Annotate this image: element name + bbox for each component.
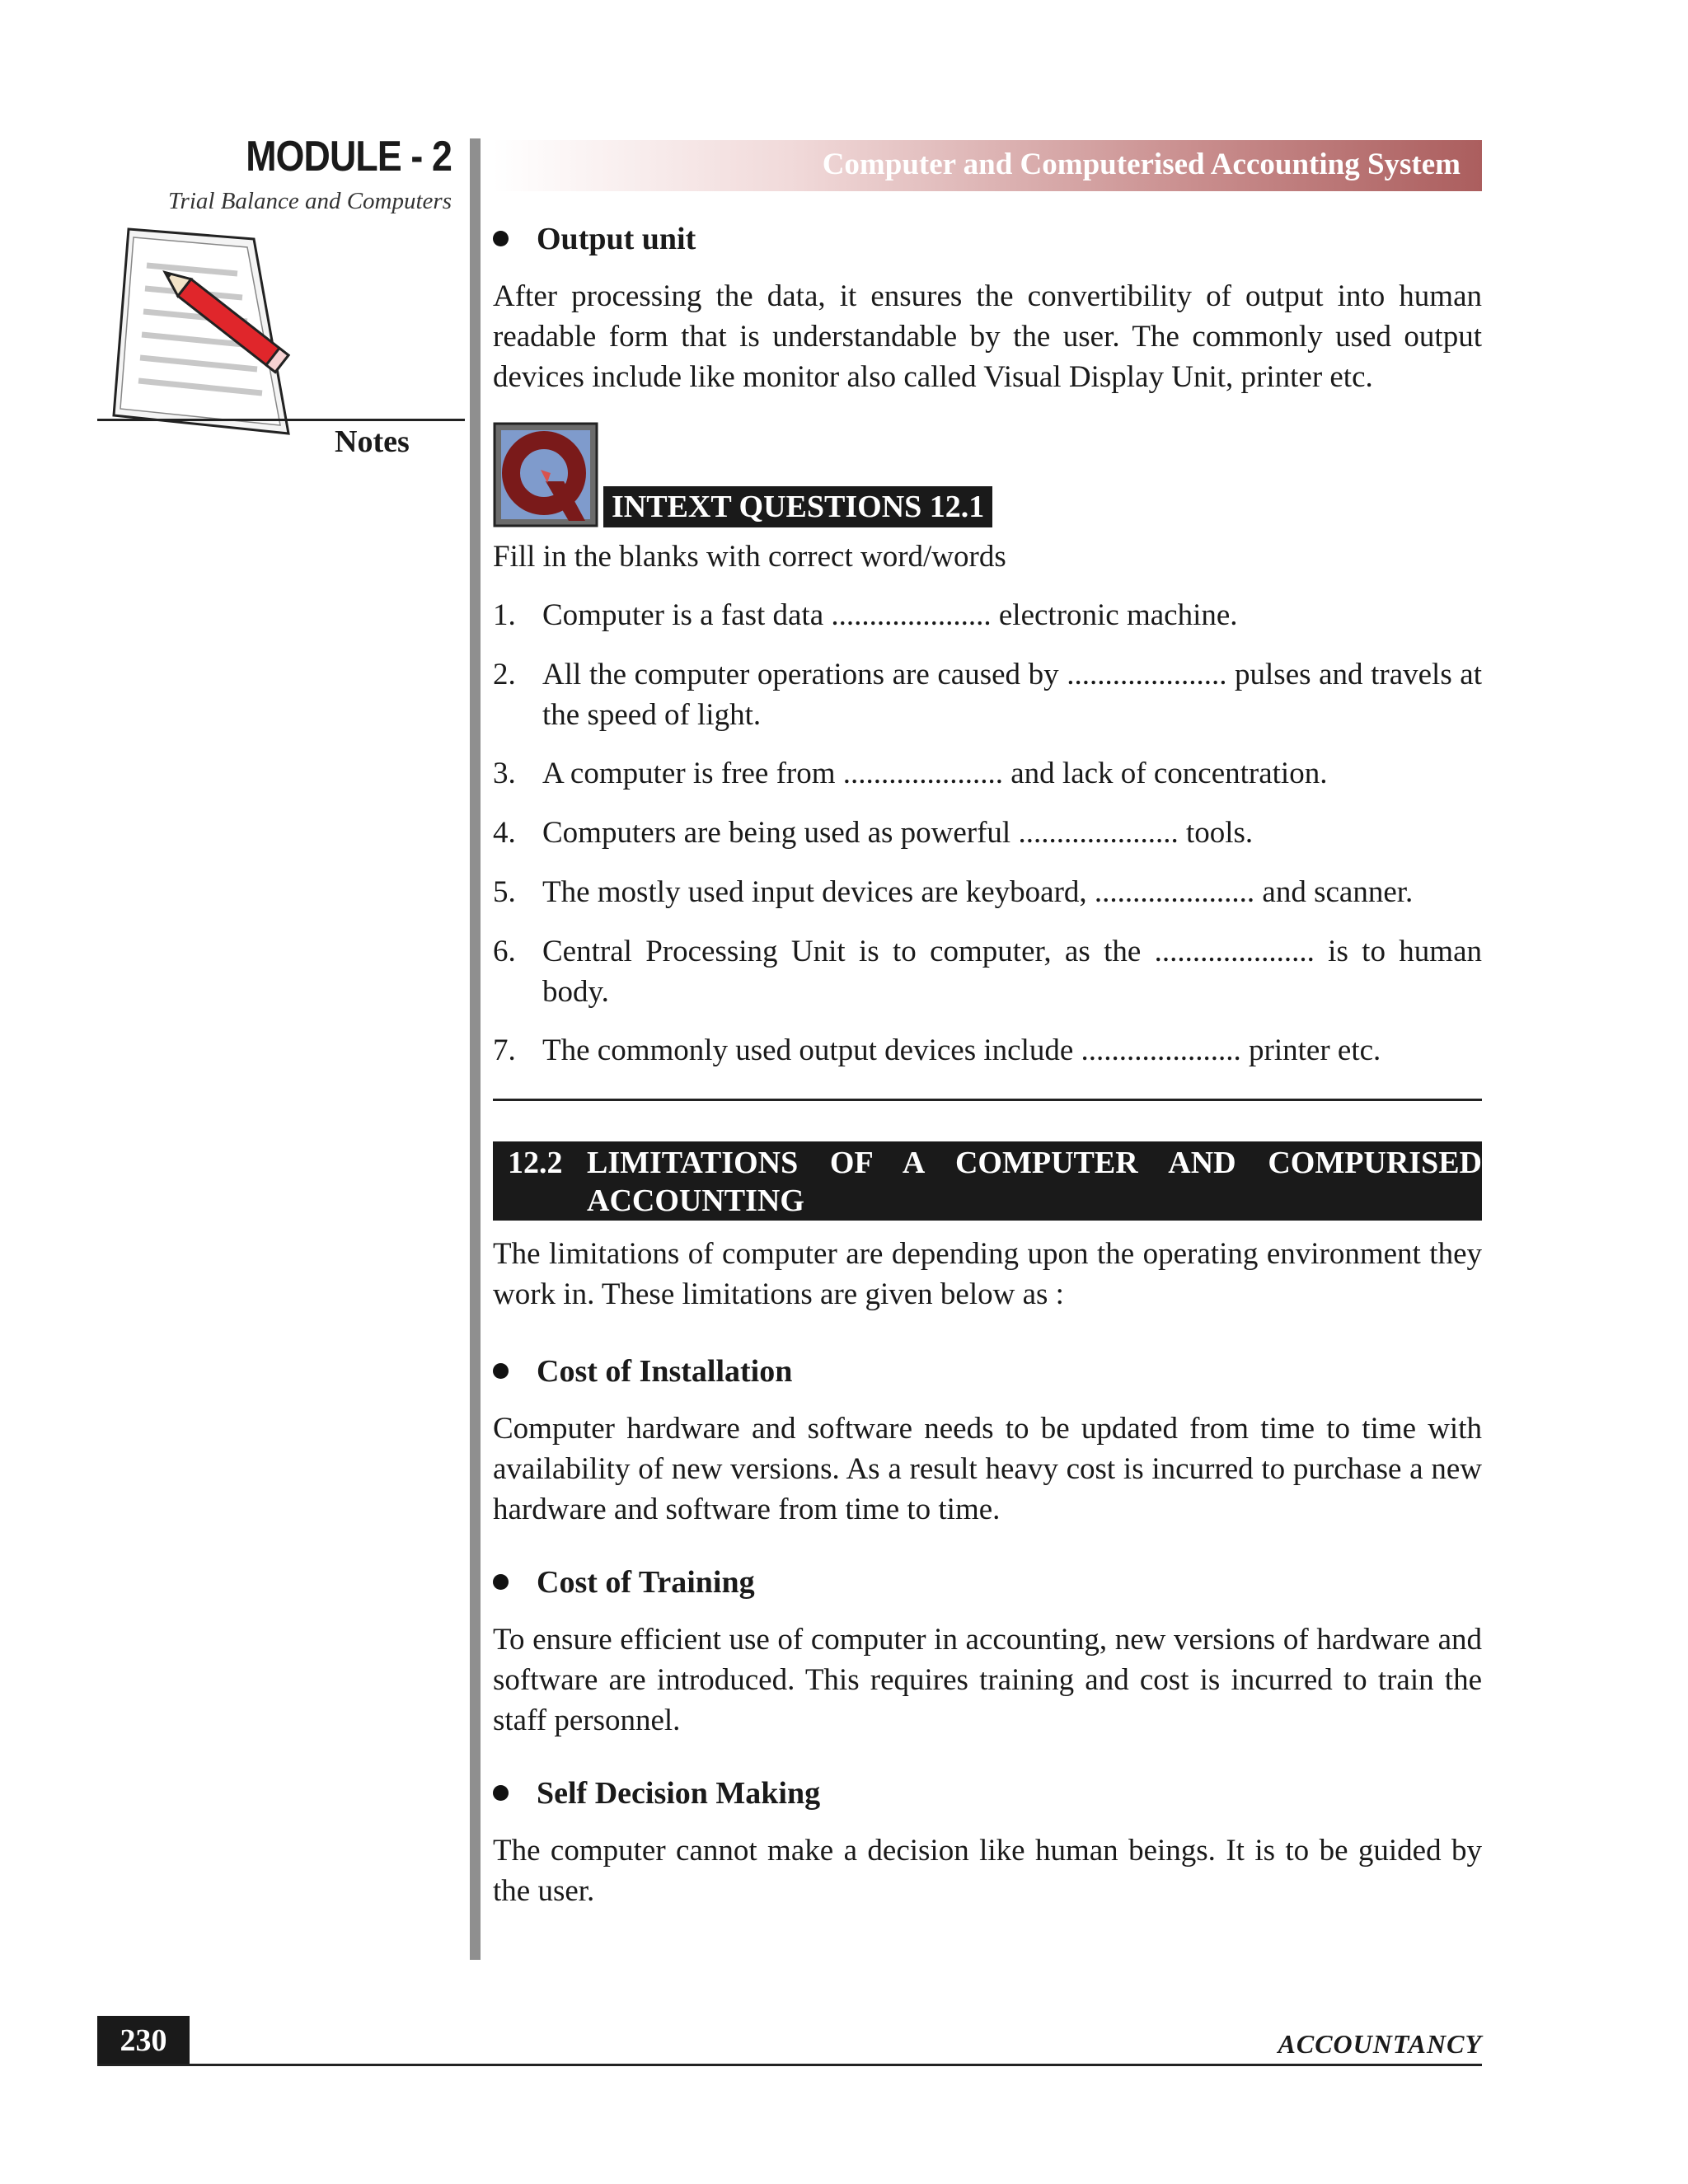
section-title: LIMITATIONS OF A COMPUTER AND COMPURISED ACCOUNTING — [587, 1146, 1482, 1218]
chapter-title: Computer and Computerised Accounting System — [822, 148, 1461, 181]
self-decision-paragraph — [493, 1830, 1482, 1911]
bullet-heading: Self Decision Making — [537, 1776, 821, 1811]
intext-instruction — [493, 537, 1482, 577]
instruction-text: Fill in the blanks with correct word/words — [493, 540, 1006, 574]
bullet-icon — [493, 231, 509, 246]
question-item — [493, 872, 1482, 912]
question-text: A computer is free from ..................... and lack of concentration. — [542, 757, 1328, 790]
bullet-cost-installation — [493, 1353, 792, 1390]
question-item — [493, 753, 1482, 794]
question-text: The commonly used output devices include ..................... printer etc. — [542, 1033, 1381, 1067]
cost-installation-paragraph — [493, 1408, 1482, 1530]
bullet-icon — [493, 1574, 509, 1590]
paragraph-text: After processing the data, it ensures the convertibility of output into human readable form that is understandable by the user. The commonly used output devices include like monitor also called Visual Display Unit, printer etc. — [493, 279, 1482, 394]
bullet-heading: Cost of Installation — [537, 1354, 793, 1389]
margin-bar — [470, 138, 481, 1960]
bullet-output-unit — [493, 221, 696, 257]
question-item — [493, 1030, 1482, 1071]
bullet-heading: Output unit — [537, 222, 696, 256]
footer-rule — [97, 2064, 1482, 2066]
notes-label: Notes — [335, 424, 410, 459]
question-item — [493, 813, 1482, 853]
cost-training-paragraph — [493, 1619, 1482, 1741]
question-text: All the computer operations are caused by ..................... pulses and travels at the speed of light. — [542, 658, 1482, 732]
question-number: 2. — [493, 658, 516, 691]
question-item — [493, 654, 1482, 735]
bullet-heading: Cost of Training — [537, 1565, 755, 1600]
question-number: 7. — [493, 1033, 516, 1067]
output-unit-paragraph — [493, 276, 1482, 397]
paragraph-text: Computer hardware and software needs to be updated from time to time with availability of new versions. As a result heavy cost is incurred to purchase a new hardware and software from time to time. — [493, 1412, 1482, 1526]
question-text: The mostly used input devices are keyboard, ..................... and scanner. — [542, 875, 1414, 909]
question-number: 3. — [493, 757, 516, 790]
section-heading — [493, 1141, 1482, 1221]
page-number: 230 — [97, 2016, 190, 2065]
section-intro — [493, 1234, 1482, 1315]
section-divider — [493, 1099, 1482, 1101]
bullet-icon — [493, 1363, 509, 1379]
question-q-icon — [493, 422, 598, 527]
footer-subject: ACCOUNTANCY — [1278, 2029, 1482, 2059]
question-number: 5. — [493, 875, 516, 909]
question-text: Central Processing Unit is to computer, as the ..................... is to human body. — [542, 935, 1482, 1009]
chapter-header — [493, 140, 1482, 191]
question-text: Computers are being used as powerful ..................... tools. — [542, 816, 1254, 850]
question-number: 1. — [493, 598, 516, 632]
question-number: 4. — [493, 816, 516, 850]
question-item — [493, 595, 1482, 635]
section-number: 12.2 — [508, 1146, 563, 1180]
bullet-self-decision — [493, 1775, 820, 1811]
notes-divider — [97, 419, 465, 421]
module-title: MODULE - 2 — [246, 133, 452, 180]
question-number: 6. — [493, 935, 516, 968]
intext-questions-banner: INTEXT QUESTIONS 12.1 — [603, 486, 992, 527]
bullet-icon — [493, 1785, 509, 1801]
paragraph-text: The computer cannot make a decision like human beings. It is to be guided by the user. — [493, 1834, 1482, 1908]
question-item — [493, 931, 1482, 1012]
paragraph-text: The limitations of computer are depending upon the operating environment they work in. These limitations are given below as : — [493, 1237, 1482, 1311]
module-subtitle: Trial Balance and Computers — [168, 188, 452, 214]
question-text: Computer is a fast data ..................... electronic machine. — [542, 598, 1238, 632]
bullet-cost-training — [493, 1564, 755, 1601]
notes-pencil-icon — [97, 223, 336, 462]
paragraph-text: To ensure efficient use of computer in accounting, new versions of hardware and software are introduced. This requires training and cost is incurred to train the staff personnel. — [493, 1623, 1482, 1737]
